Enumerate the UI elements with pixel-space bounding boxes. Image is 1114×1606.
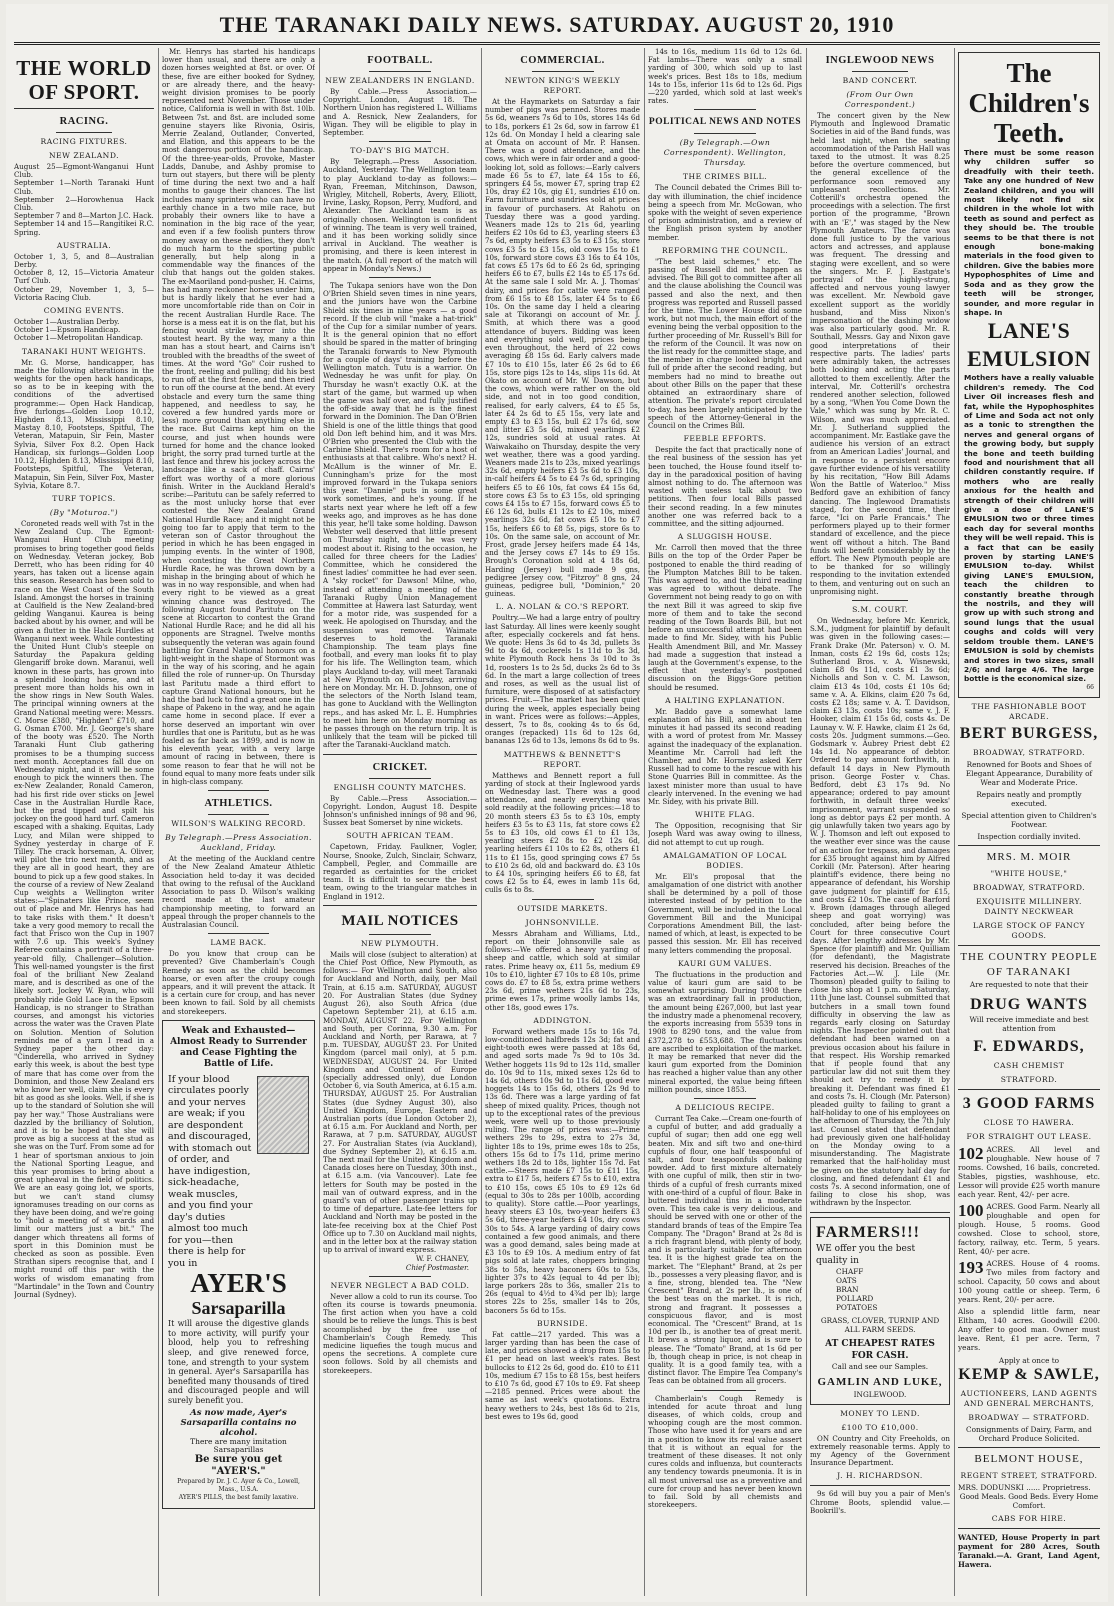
kemp-sub: AUCTIONEERS, LAND AGENTS AND GENERAL MERCHANTS, (960, 1388, 1098, 1408)
farmers-intro: WE offer you the best quality in (816, 1243, 916, 1266)
nolan-head: L. A. NOLAN & CO.'S REPORT. (495, 602, 630, 612)
moir-text: EXQUISITE MILLINERY. DAINTY NECKWEAR (976, 896, 1082, 916)
nz-fixture: September 1—North Taranaki Hunt Club. (14, 178, 154, 196)
fixtures-head: RACING FIXTURES. (40, 137, 128, 146)
athletics-text: At the meeting of the Auckland centre of the New Zealand Amateur Athletic Association held to-day it was decided that owing to the refusal of the Auckland Association to pass D. Wilson's walking record made at the last amateur championship meeting, to forward an appeal through the proper channels to the Australasian Council. (162, 854, 315, 929)
coming-event: October 1—Australian Derby. (14, 317, 120, 327)
burgess-repairs: Repairs neatly and promptly executed. (976, 789, 1082, 808)
kauri-text: The fluctuations in the production and value of kauri gum are said to be somewhat surprising. During 1908 there was an extraordinary fall in production, the amount being £267,000, but last year the industry made a phenomenal recovery, the exports increasing from 5539 tons in 1908 to 8290 tons, and the value from £372,278 to £553,688. The fluctuations are ascribed to exploitation of the market. It may be remarked that never did the kauri gum exported from the Dominion has reached a higher value than any other mineral exported, the value being fifteen million pounds, since 1853. (648, 969, 802, 1094)
sport-headline: THE WORLD OF SPORT. (16, 56, 152, 104)
column-football (323, 48, 477, 1596)
ayers-pills: AYER'S PILLS, the best family laxative. (178, 1494, 299, 1502)
farm-listing (958, 1202, 1100, 1256)
commercial-head: COMMERCIAL. (520, 55, 605, 66)
good-farms-sub: CLOSE TO HAWERA. (983, 1117, 1075, 1127)
column-sport-cont (162, 48, 315, 1596)
newton-king-text: At the Haymarkets on Saturday a fair number of pigs was penned. Stores made 5s 6d, weaners 7s 6d to 10s, stores 14s 6d to 18s, porkers £1 2s 6d, sow in farrow £1 12s 6d. On Monday I held a clearing sale at Omata on account of Mr. P. Hansen. There was a good attendance, and the cows, which were in fair order and a good-looking lot, sold as follows:—Early calvers made £6 5s to £7, late £4 15s to £6, springers £4 5s, mower £7, spring trap £2 10s, dray £2 10s, gig £1, sundries £10 on. Farm furniture and sundries sold at prices in favour of purchasers. At Rahotu on Tuesday there was a good yarding. Weaners made 12s to 21s 6d, yearling heifers £2 10s 6d to £3, yearling steers £3 7s 6d, empty heifers £3 5s to £3 15s, store cows £3 5s to £3 15s, old cows 15s to £1 10s, forward store cows £3 16s to £4 10s, fat cows £5 17s 6d to £6 2s 6d, springing heifers £6 to £7, bulls £2 14s to £5 17s 6d. At the same sale I sold Mr. A. J. Thomas' dairy, and prices for cattle were ranged from £6 15s to £8 15s, later £4 5s to £6 10s. On the same day I held a clearing sale at Tikorangi on account of Mr. J. Smith, at which there was a good attendance of buyers. Bidding was keen and everything sold well, prices being even throughout, the herd of 22 cows averaging £8 15s 6d. Early calvers made £7 10s to £10 15s, later £6 2s 6d to £6 15s, store pigs 12s to 14s, slips 11s 6d. At Okato on account of Mr. W. Dawson, but the cows, which were rather on the old side, and not in too good condition, realised, for early calvers, £4 to £5 5s, later £4 2s 6d to £5 15s, very late and empty £3 to £3 15s, bull £2 17s 6d, sow and litter £3 5s 6d, mixed yearlings £2 12s, sundries sold at usual rates. At Waiwakaiho on Thursday, despite the very wet weather, there was a good yarding. Weaners made 21s to 23s, mixed yearlings 32s 6d, empty heifers £3 5s 6d to £3 10s, in-calf heifers £4 5s to £4 7s 6d, springing heifers £5 to £6 10s, fat cows £4 15s 6d, store cows £3 5s to £3 15s, old springing cows £4 15s to £7 15s, forward cows £5 to £6 12s 6d, bulls £1 12s to £2 10s, mixed yearlings 32s 6d, fat cows £5 10s to £7 15s, heifers £6 to £8 5s, pigs, store 6s to 10s. On the same sale, on account of Mr. Frost, grade Jersey heifers made £4 14s, and the Jersey cows £7 14s to £9 15s. Brough's Coronation sold at 4 18s 6d, Harding (Jersey) bull made 9 gns, pedigree Jersey cow, "Fitzroy" 8 gns, 24 guineas, pedigree bull, "Dominion," 20 guineas. (485, 97, 640, 599)
white-flag-head: WHITE FLAG. (695, 810, 755, 820)
sluggish-head: A SLUGGISH HOUSE. (677, 532, 773, 542)
nz-fixture: September 2—Horowhenua Hack Club. (14, 194, 154, 213)
ayers-head: Weak and Exhausted—Almost Ready to Surrender and Cease Fighting the Battle of Life. (170, 1025, 307, 1069)
farmers-firm: GAMLIN AND LUKE, (817, 1375, 943, 1388)
drug-wants: DRUG WANTS (970, 995, 1088, 1013)
mail-notices-text: Mails will close (subject to alteration) at the Chief Post Office, New Plymouth, as follows:— For Wellington and South, also for Auckland and North, daily, per Mail Train, at 6.15 a.m. SATURDAY, AUGUST 20. For Australian States (due Sydney August 26), also South Africa (due Capetown September 21), at 6.15 a.m. MONDAY, AUGUST 22. For Wellington and South, per Corinna, 9.30 a.m. For Auckland and North, per Rarawa, at 7 p.m. TUESDAY, AUGUST 23. For United Kingdom (parcel mail only), at 5 p.m. WEDNESDAY, AUGUST 24. For United Kingdom and Continent of Europe (specially addressed only), due London October 6, via South America, at 6.15 a.m. THURSDAY, AUGUST 25. For Australian States (due Sydney August 30), also United Kingdom, Europe, Eastern and Australian ports (due London October 2), at 6.15 a.m. For Auckland and North, per Rarawa, at 7 p.m. SATURDAY, AUGUST 27. For Australian States (via Auckland), due Sydney September 2), at 6.15 a.m. The next mail for the United Kingdom and Canada closes here on Tuesday, 30th inst., at 6.15 a.m. (via Vancouver). Late fee letters for South may be posted in the mail van of outward express, and in the guard's van of other passenger trains up to time of departure. Late-fee letters for Auckland and North may be posted in the late-fee receiving box at the Chief Post Office up to 7.30 on Auckland mail nights, and in the letter box at the railway station up to arrival of inward express. (323, 949, 477, 1255)
moir-address: BROADWAY, STRATFORD. (972, 882, 1086, 892)
newton-king-head: NEWTON KING'S WEEKLY REPORT. (504, 76, 621, 95)
boot-arcade-head: THE FASHIONABLE BOOT ARCADE. (971, 701, 1087, 721)
outside-markets-head: OUTSIDE MARKETS. (517, 903, 608, 913)
farm-listing (958, 1259, 1100, 1304)
sa-team-text: Capetown, Friday. Faulkner, Vogler, Nourse, Snooke, Zulch, Sinclair, Schwarz, Campbell, Pegler, and Commaille are regarded as certainties for the cricket team. It is difficult to secure the best team, owing to the triangular matches in England in 1912. (323, 842, 477, 901)
edwards-sub: CASH CHEMIST (993, 1060, 1065, 1070)
money-agent: J. H. RICHARDSON. (837, 1471, 923, 1481)
handicap-text: Mr. Henrys has started his handicaps lower than usual, and there are only a dozen horses weighted at 8st. or over. Of these, five are either booked for Sydney, or are already there, and the heavy-weight division promises to be poorly represented next November. Those under notice, California is well in with 8st. 10lb. Between 7st. and 8st. are included some genuine stayers like Rivonia, Osiris, Merrie Zealand, Outlander, Converted, and Elation, and this appears to be the most dangerous portion of the handicap. Of the three-year-olds, Provoke, Master Ladds, Danube, and Ashby promise to turn out stayers, but there will be plenty of time during the next two and a half months to gauge their chances. The list includes many sprinters who can have no earthly chance in a two mile race, but probably their owners like to have a nomination in the big race of the year, and even if a few foolish punters throw money away on these neddies, they don't do much harm to the sporting public generally, but help along in a commendable way the finances of the club that hangs out the golden stakes. The ex-Maoriland pond-pusher, H. Cairns, has had many reckoner horses under him, but is hardly likely that he ever had a more uncomfortable ride than on Coir in the recent Australian Hurdle Race. The horse is a mess eat it is on the flat, but his fencing would strike terror into the stoutest heart. By the way, many a thin man has a stout heart, and Cairns isn't troubled with the breadths of the sweet of times. At the word "Go" Coir rushed to the front, reeling and pulling; did his best to run off at the first fence, and then tried to run off the course at the bend. At every obstacle and every turn the same thing happened, and needless to say, he covered a few hundred yards more or less) more ground than anything else in the race. But Cairns kept him on the course, and just when hounds were turned for home and the chance looked bright, the sorry prad turned turtle at the last fence and threw his jockey across the landscape like a sack of chaff. Cairns' effort was worthy of a more glorious finish. Writer in the Auckland Herald's scribe:—Paritutu can be safely referred to as the most unlucky horse that ever contested the New Zealand Grand National Hurdle Race; and it might not be going too far to apply that term to the veteran son of Castor throughout the period in which he has been engaged in jumping events. In the winter of 1908, when contesting the Great Northern Hurdle Race, he was thrown down by a mishap in the bringing about of which he was in no way responsible, and when had every right to be viewed as a great winning chance was destroyed. The following August found Paritutu on the scene at Riccarton to contest the Grand National Hurdle Race; and he did all his opponents are Stragnel. Twelve months subsequently the veteran was again found battling for Grand National honours on a light-weight in the shape of Stormont was in the way of his scoring, and he again filled the role of runner-up. On Thursday last Paritutu made a third effort to capture Grand National honours, but he had the bad luck to find a great one in the shape of Pakeno in the way, and he again came home in second place. If ever a horse deserved an important win over hurdles that one is Paritutu, but as he was foaled as far back as 1899, and is now in his eleventh year, with a very large amount of racing in between, there is some reason to fear that he will not be found equal to many more feats under silk in high-class company. (162, 48, 315, 787)
woman-illustration-icon (257, 1076, 309, 1154)
farmers-item: POTATOES (836, 1302, 878, 1312)
belmont-address: REGENT STREET, STRATFORD. (960, 1470, 1098, 1480)
football-notes-text: The Tukapa seniors have won the Don O'Brien Shield seven times in nine years, and the juniors have won the Carbine Shield six times in nine years — a good record. If the club will "make a hat-trick" of the Cup for a similar number of years. It is the general opinion that no effort should be spared in the matter of bringing the Taranaki forwards to New Plymouth for a couple of days' training before the Wellington match. Tutu is a warrior. On Wednesday he was unfit for play. On Thursday he wasn't exactly O.K. at the start of the game, but warmed up when the game was half over, and fully justified the off-side away that he is the finest forward in the Dominion. The Dan O'Brien Shield is one of the little things that good old Don left behind him, and it was Mrs. O'Brien who presented the Club with the Carbine Shield. There's room for a host of enthusiasts at that calibre. Who's next? H. McAllum is the winner of Mr. E. Cunningham's prize for the most improved forward in the Tukapa seniors this year. "Dannie" puts in some great work sometimes, and he's young. If he starts next year where he left off a few weeks ago, and improves as he has done this year, he'll take some holding. Dawson Webster well deserved that little present on Thursday night, and he was very modest about it. Rising to the occasion, he called for three cheers for the Ladies' Committee, which he considered the finest ladies' committee he had ever seen. A "sky rocket" for Dawson! Milne, who, instead of attending a meeting of the Taranaki Rugby Union Management Committee at Hawera last Saturday, went for a motor ride, was suspended for a week. He apologised on Thursday, and the suspension was removed. Waimate deserves to hold the Taranaki Championship. The team plays fine football, and every man looks fit to play for his life. The Wellington team, which plays Auckland to-day, will meet Taranaki at New Plymouth on Thursday, arriving here on Monday. Mr. H. D. Johnson, one of the selectors of the North Island team, has gone to Auckland with the Wellington reps., and has asked Mr. L. E. Humphries to meet him here on Monday morning as he passes through on the return trip. It is unlikely that the team will be picked till after the Taranaki-Auckland match. (323, 281, 477, 750)
topics-byline: (By "Moturoa.") (49, 507, 119, 517)
matthews-head: MATTHEWS & BENNETT'S REPORT. (503, 749, 622, 769)
big-match-head: TO-DAY'S BIG MATCH. (350, 146, 450, 156)
belmont-cabs: CABS FOR HIRE. (991, 1513, 1067, 1523)
mail-new-plymouth-head: NEW PLYMOUTH. (360, 938, 440, 948)
farm-text: ACRES. All level and ploughable. New house of 7 rooms. Cowshed, 16 bails, concreted. Stables, pigsties, washhouse, etc. Lessor will provide £25 worth manure each year. Rent, 42/- per acre. (958, 1144, 1100, 1199)
crimes-head: THE CRIMES BILL. (682, 172, 768, 182)
crimes-text: The Council debated the Crimes Bill to-day with illumination, the chief incidence being a speech from Mr. McGowan, who spoke with the weight of seven experience of prison administration, and a review of the English prison system by another member. (648, 183, 802, 242)
moir-stock: LARGE STOCK OF FANCY GOODS. (972, 920, 1086, 940)
kemp-sawle: KEMP & SAWLE, (958, 1365, 1100, 1383)
ayers-imitation: There are many imitation Sarsaparillas (190, 1436, 287, 1454)
farmers-town: INGLEWOOD. (853, 1389, 907, 1399)
aus-fixture: October 29, November 1, 3, 5—Victoria Racing Club. (14, 284, 154, 302)
belmont-text: Good Meals. Good Beds. Every Home Comfort. (959, 1491, 1099, 1510)
addington-head: ADDINGTON. (533, 1015, 592, 1025)
postmaster-name: W. F. CHANEY, (415, 1254, 469, 1264)
masthead-rule (14, 42, 1100, 45)
johnsonville-text: Messrs Abraham and Williams, Ltd., report on their Johnsonville sale as follows:—We offered a heavy yarding of sheep and cattle, which sold at similar rates. Prime heavy ox, £11 5s, medium £9 10s to £10, lighter £7 10s to £8 10s, prime cows do. £7 to £8 5s, extra prime wethers 23s 6d, prime wethers 21s 6d to 23s, prime ewes 17s, prime woolly lambs 14s, other 18s, good ewes 17s. (485, 928, 640, 1012)
chamberlain-text: Chamberlain's Cough Remedy is intended for acute throat and lung diseases, of which colds, croup and whooping cough are the most common. Those who have used it for years and are in a position to know its real value assert that it is without an equal for the treatment of these diseases. It not only cures colds and influenza, but counteracts any tendency towards pneumonia. It is in all most universal use as a preventive and cure for croup and has never been known to fail. Sold by all chemists and storekeepers. (648, 1393, 802, 1510)
farm-also: Also a splendid little farm, near Eltham, 140 acres. Goodwill £200. Any offer to good man. Owner must leave. Rent, £1 per acre. Term, 7 years. (958, 1306, 1100, 1352)
childrens-teeth-title: The Children's Teeth. (968, 58, 1090, 148)
feeble-head: FEEBLE EFFORTS. (683, 434, 767, 444)
nz-fixture: September 7 and 8—Marton J.C. Hack. (14, 211, 154, 221)
nz-fixture: September 14 and 15—Rangitikei R.C. Spring. (14, 219, 154, 237)
burgess-address: BROADWAY, STRATFORD. (972, 747, 1086, 757)
recipe-text: Currant Tea Cake.—Cream one-fourth of a cupful of butter, and add gradually a cupful of sugar; then add one egg well beaten. Mix and sift two and one-third cupfuls of flour, one half teaspoonful of salt, and four teaspoonfuls of baking powder. Add to first mixture alternately with one cupful of milk, then stir in two-thirds of a cupful of fresh currants mixed with one-third of a cupful of flour. Bake in buttered individual tins in a moderate oven. This tea cake is very delicious, and should be served with one or other of the standard brands of teas of the Empire Tea Company. The "Dragon" Brand at 2s 8d is a rich fragrant blend, with plenty of body, and is particularly suitable for afternoon tea. It is the highest grade tea on the market. The "Elephant" Brand, at 2s per lb., possesses a very pleasing flavor, and is a fine, strong, blended tea. The "New Crescent" Brand, at 2s per lb., is one of the best teas on the market. It is rich, strong and fragrant. It possesses a conspicuous flavor, and is most economical. The "Crescent" Brand, at 1s 10d per lb., is another tea of great merit. It brews a strong liquor, and is sure to please. The "Tomato" Brand, at 1s 6d per lb, though cheap in price, is not cheap in quality. It is a good family tea, with a distinct flavor. The Empire Tea Company's Teas can be obtained from all grocers. (648, 1113, 802, 1386)
lame-back-head: LAME BACK. (210, 938, 267, 948)
good-farms-head: 3 GOOD FARMS (962, 1094, 1096, 1112)
cricket-head: CRICKET. (372, 761, 428, 773)
band-concert-head: BAND CONCERT. (842, 76, 918, 85)
burnside-cont-text: 14s to 16s, medium 11s 6d to 12s 6d. Fat lambs—There was only a small yarding of 300, which sold up to last week's prices. Best 18s to 18s, medium 14s to 15s, inferior 11s 6d to 12s 6d. Pigs—220 yarded, which sold at last week's rates. (648, 48, 802, 106)
ayers-title: AYER'S (190, 1268, 287, 1299)
money-amount: £100 TO £10,000. (841, 1422, 919, 1432)
farmers-item: POLLARD (836, 1293, 874, 1303)
addington-text: Forward wethers made 15s to 16s 7d, low-conditioned halfbreds 12s 3d; fat and eight-tooth ewes were passed at 18s 6d, and aged sorts made 7s 9d to 10s 3d. Wether hoggets 11s 9d to 12s 11d, smaller do. 10s 9d to 11s, mixed sexes 12s 6d to 14s 6d, others 10s 9d to 11s 6d, good ewe hoggets 14s to 15s 6d, others 12s 9d to 13s 6d. There was a large yarding of fat sheep of mixed quality. Prices, though not up to the exceptional rates of the previous week, were well up to those previously ruling. The range of prices was:—Prime wethers 29s to 29s, extra to 27s 3d, lighter 18s to 19s, prime ewes 18s to 25s, others 15s 6d to 17s 11d, prime merino wethers 18s 2d to 18s, lighter 15s 7d. Fat cattle.—Steers made £7 15s to £11 15s, extra to £17 5s, heifers £7 5s to £10, extra to £10 15s, cows £5 10s to £9 12s 6d (equal to 30s to 28s per 100lb, according to quality). Store cattle.—Poor yearlings, heavy steers £3 10s, two-year heifers £3 5s 6d, three-year heifers £4 10s, dry cows 30s to 54s. A large yarding of dairy cows contained a few good animals, and there was a good demand, sales being made at £3 10s to £9 10s. A medium entry of fat pigs sold at late rates, choppers bringing 38s to 58s, heavy baconers 60s to 53s, lighter 37s to 42s (equal to 4d per lb); large porkers 28s to 36s, smaller 21s to 26s (equal to 4½d to 4¾d per lb); large stores 22s to 25s, smaller 14s to 20s, baconers 5s 6d to 15s. (485, 1026, 640, 1315)
amalgamation-head: AMALGAMATION OF LOCAL BODIES. (663, 850, 787, 870)
farmers-item: BRAN (836, 1284, 859, 1294)
childrens-teeth-text: There must be some reason why children suffer so dreadfully with their teeth. Take any one hundred of New Zealand children, and you will most likely not find six children in the whole lot with teeth as sound and perfect as they should be. The trouble seems to be that there is not enough bone-making materials in the food given to children. Give the babies more Hypophosphites of Lime and Soda and as they grow the teeth will be stronger, sounder, and more regular in shape. In (964, 148, 1094, 317)
sm-court-head: S.M. COURT. (852, 604, 908, 614)
reform-text: "The best laid schemes," etc. The passing of Russell did not happen as advised. The Bill got to committee after all and the clause abolishing the Council was passed and also the next, and then progress was reported and Russell passed for the time. The Lower House did some work, but not much, the main effort of the evening being the verbal opposition to the further proceeding of Mr. Russell's Bill for the reform of the Council. It was now on the list ready for the committee stage, and the member in charge looked bright and full of pride after the second reading, but members had no mind to breathe out about other Bills on the paper that these obtained an extraordinary share of attention. The private's report circulated to-day, has been largely anticipated by the speech of the Attorney-General in the Council on the Crimes Bill. (648, 256, 802, 430)
recipe-head: A DELICIOUS RECIPE. (675, 1102, 775, 1112)
reform-head: REFORMING THE COUNCIL. (661, 245, 789, 255)
ayers-body: If your blood circulates poorly and your nerves are weak; if you are despondent and discouraged, with stomach out of order, and have indigestion, sick-headache, weak muscles, and you find your day's duties almost too much for you—then there is help for you in (168, 1073, 253, 1269)
nz-in-england-text: By Cable.—Press Association.—Copyright. London, August 18. The Northern Union has registered L. Williams and A. Resnick, New Zealanders, for Wigan. They will be eligible to play in September. (323, 87, 477, 138)
farm-acres: 100 (958, 1201, 984, 1220)
farmers-item: OATS (836, 1275, 857, 1285)
burnside-head: BURNSIDE. (536, 1318, 589, 1328)
ayers-advert (162, 1020, 315, 1509)
farmers-item: CHAFF (836, 1266, 864, 1276)
sm-court-text: On Wednesday, before Mr. Kenrick, S.M., judgment for plaintiff by default was given in the following cases:—Frank Drake (Mr. Paterson) v. O. M. Inman, costs £2 19s 6d, costs 12s; Sutherland Bros. v. A. Wisnewski, claim £8 0s 11d, costs £1 3s 6d; Nicholls and Son v. C. M. Lawson, claim £13 4s 10d, costs £1 10s 6d; same v. A. A. Elkins, claim £20 7s 6d, costs £2 18s; same v. A. T. Davidson, claim £3 13s, costs 10s; same v. J. F. Hooker, claim £1 15s 6d, costs 4s. De Launay v. W. F. Hawke, claim £1 2s 6d, costs 20s. Judgment summons.—Geo. Godsmark v. Aubrey Priest debt £2 14s 1d. No appearance of debtor. Ordered to pay amount forthwith, in default 14 days in New Plymouth prison. George Foster v. Chas. Bedford, debt £3 17s 9d. No appearance; ordered to pay amount forthwith, in default three weeks' imprisonment, warrant suspended so long as debtor pays £2 per month. A gig unlawfully taken two years ago by W. J. Thomson and left out exposed to the weather ever since was the cause of an action for trespass, and damages for £35 brought against him by Alfred Corkill (Mr. Paterson). After hearing plaintiff's evidence, there being no appearance of defendant, his Worship gave judgment for plaintiff for £15, and costs £2 10s. The case of Barford v. Brown (damages through alleged sheep and goat worrying) was concluded, after being before the Court for three consecutive Court days. After lengthy addresses by Mr. Spence (for plaintiff) and Mr. Quilliam (for defendant), the Magistrate reserved his decision. Breaches of the Factories Act.—W. J. Lile (Mr. Thomson) pleaded guilty to failing to close his shop at 1 p.m. on Saturday, 11th June last. Counsel submitted that butchers in a small town found difficulty in observing the law as regards early closing on Saturday nights. The Inspector pointed out that defendant had been warned on a previous occasion about his failure in that respect. His Worship remarked that if people found that any particular law did not suit them they should act try to remedy it by breaking it. Defendant was fined £1 and costs 7s. H. Clough (Mr. Paterson) pleaded guilty to failing to grant a half-holiday to one of his employees on the afternoon of Thursday, the 7th July last. Counsel stated that defendant had previously given one half-holiday on the Monday owing to a misunderstanding. The Magistrate remarked that the half-holiday must be given on the statutory half day for closing, and fined defendant £1 and costs 7s. A second information, one of failing to close his shop, was withdrawn by the Inspector. (810, 615, 950, 1208)
newspaper-page (6, 4, 1108, 1602)
walking-head: WILSON'S WALKING RECORD. (171, 819, 306, 829)
boots-text: 9s 6d will buy you a pair of Men's Chrome Boots, splendid value.—Bookrill's. (810, 1489, 950, 1515)
farmers-call: Call and see our Samples. (831, 1361, 929, 1371)
aus-fixture: October 1, 3, 5, and 8—Australian Derby. (14, 251, 154, 270)
halting-text: Mr. Baddo gave a somewhat lame explanation of his Bill, and in about ten minutes it had passed its second reading with a word of protest from Mr. Massey against the inadequacy of the explanation. Meantime Mr. Carroll had left the Chamber, and Mr. Hornsby asked Kerr Russell had to come to the rescue with his Stone Quarries Bill in committee. As the laxest minister more than usual to have clearly intervened. In the evening we had Mr. Sidey, with his private Bill. (648, 706, 802, 807)
football-head: FOOTBALL. (367, 55, 433, 66)
farmers-cash: AT CHEAPEST RATES FOR CASH. (825, 1338, 935, 1361)
band-concert-text: The concert given by the New Plymouth and Inglewood Dramatic Societies in aid of the Band funds, was held last night, when the seating accommodation of the Parish Hall was taxed to the utmost. It was 8.25 before the overture commenced, but the general excellence of the performance soon removed any unpleasant recollections. Mr. Cotterill's orchestra opened the proceedings with a selection. The first portion of the programme, "Brown with an 'E'," was staged by the New Plymouth Amateurs. The farce was done full justice to by the various actors and actresses, and applause was frequent. The dressing and staging were excellent, and so were the singers. Mr. F. J. Eastgate's portrayal of the highly-strung, affected and nervous young lawyer was excellent. Mr. Newbold gave excellent support as the worldly husband, and Miss Nixon's impersonation of the dashing widow was also particularly good. Mr. R. Southall, Messrs. Gay and Nixon gave good interpretations of their respective parts. The ladies' parts were admirably taken, the actresses both looking and acting the parts allotted to them excellently. After the interval, Mr. Cotterill's orchestra rendered another selection, followed by a song, "When You Come Down the Vale," which was sung by Mr. R. C. Wilson, and was much appreciated. Mr. J. Sutherland supplied the accompaniment. Mr. Eastlake gave the audience his version of an extract from an American Ladies' Journal, and in response to a persistent encore gave further evidence of his versatility by his recitation, "How Bill Adams Won the Battle of Waterloo." Miss Bedford gave an exhibition of fancy dancing. The Inglewood Dramatists staged, for the second time, their farce, "Ici on Parle Francais." The performers played up to their former standard of excellence, and the piece went off without a hitch. The Band funds will benefit considerably by the effort. The New Plymouth people are to be thanked for so willingly responding to the invitation extended to them, and venturing out on such an unpromising night. (810, 111, 950, 596)
political-head: POLITICAL NEWS AND NOTES (648, 117, 802, 128)
moir-house: "WHITE HOUSE," (990, 868, 1068, 878)
country-people: THE COUNTRY PEOPLE OF TARANAKI (960, 950, 1098, 978)
nz-fixture: August 25—Egmont-Wanganui Hunt Club. (14, 162, 154, 180)
column-sport (14, 48, 154, 1596)
burgess-special: Special attention given to Children's Footwear. (961, 810, 1097, 829)
lanes-emulsion-title: LANE'S EMULSION (967, 318, 1091, 372)
farmers-advert (810, 1217, 950, 1405)
johnsonville-head: JOHNSONVILLE. (525, 917, 600, 927)
athletics-head: ATHLETICS. (204, 798, 273, 810)
coming-event: October 1—Metropolitan Handicap. (14, 333, 143, 343)
big-match-text: By Telegraph.—Press Association. Auckland, Yesterday. The Wellington team to play Auckland to-day as follows:— Ryan, Freeman, Mitchinson, Dawson, Wrigley, Mitchell, Roberts, Avery, Elliott, Irvine, Lasky, Ropson, Perry, Mudford, and Alexander. The Auckland team is as originally chosen. Wellington is confident of winning. The team is very well trained, and it has been working solidly since arrival in Auckland. The weather is promising, and there is keen interest in the match. (A full report of the match will appear in Monday's News.) (323, 157, 477, 273)
farm-text: ACRES. House of 4 rooms. Two miles from factory and school. Capacity, 50 cows and about 100 young cattle or sheep. Term, 6 years. Rent, 20/- per acre. (958, 1258, 1100, 1304)
bert-burgess: BERT BURGESS, (959, 724, 1099, 742)
county-matches-head: ENGLISH COUNTY MATCHES. (333, 782, 467, 792)
aus-fixture: October 8, 12, 15—Victoria Amateur Turf Club. (14, 268, 154, 286)
matthews-text: Matthews and Bennett report a full yarding of stock at their Inglewood yards on Wednesday last. There was a good attendance, and nearly everything was sold readily at the following prices:—18 to 20 month steers £3 5s to £3 10s, empty heifers £3 5s to £3 11s, fat store cows £2 5s to £3 10s, old cows £1 to £1 13s, yearling steers £2 8s to £2 12s 6d, yearling heifers £1 10s to £2 8s, others £1 11s to £1 15s, good springing cows £7 5s to £10 2s 6d, old and backward do. £3 10s to £4 10s, springing heifers £6 to £8, fat cows £2 5s to £4, ewes in lamb 11s 6d, culls 6s to 8s. (485, 770, 640, 895)
feeble-text: Despite the fact that practically none of the real business of the session has yet been touched, the House found itself to-day in the paradoxical position of having almost nothing to do. The afternoon was wasted with useless talk about two petitions. Then four local Bills passed their second reading. In a few minutes another one was referred back to a committee, and the sitting adjourned. (648, 445, 802, 528)
aus-head: AUSTRALIA. (56, 240, 112, 250)
weights-text: Mr. G. Morse, handicapper, has made the following alterations in the weights for the open hack handicaps, so as to be in keeping with the conditions of the advertised programme:— Open Hack Handicap, five furlongs—Golden Loop 10.12, Highden 8.13, Mississippi 8.10, Mastay 8.10, Footsteps, Spitful, The Veteran, Matapuin, Sir Fein, Master Sylvia, Silver Fox 8.2. Open Hack Handicap, six furlongs—Golden Loop 10.12, Highden 8.13, Mississippi 8.10, Footsteps, Spitful, The Veteran, Matapuin, Sin Fein, Silver Fox, Master Sylvia, Kotare 8.7. (14, 357, 154, 490)
burgess-text: Renowned for Boots and Shoes of Elegant Appearance, Durability of Wear and Moderate Price. (965, 759, 1093, 787)
money-text: ON Country and City Freeholds, on extremely reasonable terms. Apply to my Agency of the Government Insurance Department. (810, 1433, 950, 1468)
farmers-head: FARMERS!!! (816, 1223, 920, 1241)
column-adverts (958, 48, 1100, 1596)
lanes-emulsion-text: Mothers have a really valuable children's remedy. The Cod Liver Oil increases flesh and fat, while the Hypophosphites of Lime and Soda act not only as a tonic to strengthen the nerves and general organs of the growing body, but supply the bone and teeth building food and nourishment that all children constantly require. If mothers who are really anxious for the health and strength of their children will give a dose of LANE'S EMULSION two or three times each day for several months they will be well repaid. This is a fact that can be easily proven by starting LANE'S EMULSION to-day. Whilst giving LANE'S EMULSION, teach the children to constantly breathe through the nostrils, and they will grow up with such strong and sound lungs that the usual coughs and colds will very seldom trouble them. LANE'S EMULSION is sold by chemists and stores in two sizes, small 2/6; and large 4/6. The large bottle is the economical size. (964, 373, 1094, 684)
lame-back-text: Do you know that croup can be prevented? Give Chamberlain's Cough Remedy as soon as the child becomes hoarse, or even after the croupy cough appears, and it will prevent the attack. It is a certain cure for croup, and has never been known to fail. Sold by all chemists and storekeepers. (162, 949, 315, 1016)
mrs-moir: MRS. M. MOIR (986, 850, 1072, 863)
topics-text: Coroneted reads well with 7st in the New Zealand Cup. The Egmont-Wanganui Hunt Club meeting promises to bring together good fields on Wednesday. Veteran jockey, Bob Derrett, who has been riding for 40 years, has taken out a license again this season. Research has been sold to race on the West Coast of the South Island. Amongst the horses in training at Caulfield is the New Zealand-bred gelding Wanganui. Kaurea is being backed about by his owner, and will be given a flutter in the Hack Hurdles at Wanganui next week. While contesting the United Hunt Club's steeple on Saturday the Papakura gelding Glengariff broke down. Maranui, well known in these parts, has grown into a splendid looking horse, and at present more than holds his own in the show rings in New South Wales. The principal winning owners at the Grand National meeting were: Messrs. C. Morse £380, "Highden" £710, and G. Osman £700. Mr. J. George's share of the booty was £520. The North Taranaki Hunt Club gathering promises to be a thumping success next month. Acceptances fall due on Wednesday night, and it will be some enough to pick the winners then. The ex-New Zealander, Ronald Cameron, had his first ride over sticks on Jewel Case in the Australian Hurdle Race, but the prad tipped and spilt his jockey on the good hard turf. Cameron escaped with a shaking. Equitas, Lady Lucy, and Milan were shipped to Sydney yesterday in charge of F. Tilley. The crack horseman, A. Oliver, will pilot the trio next month, and as they are all in good heart, they are bound to pick up a few good stakes. In the course of a review of New Zealand Cup weights a Wellington writer states:—"Spinaters like Prince, seem out of place and Mr. Henrys has had to take risks with them." It doesn't take a very good memory to recall the fact that Frisco won the Cup in 1907 with 7.6 up. This week's Sydney Referee contains a portrait of a three-year-old filly, Challenger—Solution. This well-named youngster is the first foal of the brilliant New Zealand mare, and is described as one of the likely sort. Jockey W. Ryan, who will probably ride Gold Lace in the Epsom Handicap, is no stranger to Strathan courses, and amongst his victories across the water was the Craven Plate on Solution. Mention of Solution reminds me of a yarn I read in a Sydney paper the other day: "Cinderella, who arrived in Sydney early this week, is about the best type of mare that has come over from the Dominion, and those New Zealand ers who know her well, claim she is every bit as good as she looks. Well, if she is up to the standard of Solution she will pay her way." Those Australians were dazzled by the brilliancy of Solution, and it is to be hoped that she will prove as big a success at the stud as she was on the Turf. From some ad for 1 hear of sportsman anxious to join the National Sporting League, and this year promises to bring about a great upheaval in the field of politics. We are an easy going lot, we sports, but we can't stand clumsy ignoramuses treading on our corns as they have been doing, and we're going to "hold a meeting of st wards and limit our matters just a bit." The danger which threatens all forms of sport in this Dominion must be checked as soon as possible. Even Strathan sipers recognise that, and I might round off this par with the works of wisdom emanating from "Martindale" in the Town and Country Journal (Sydney). (14, 518, 154, 1299)
column-political (648, 48, 802, 1596)
lanes-emulsion-number: 66 (1086, 683, 1094, 691)
ayers-sure: Be sure you get "AYER'S." (194, 1453, 283, 1477)
good-farms-lease: FOR STRAIGHT OUT LEASE. (966, 1131, 1092, 1141)
money-head: MONEY TO LEND. (840, 1408, 920, 1418)
topics-head: TURF TOPICS. (52, 493, 116, 503)
weights-head: TARANAKI HUNT WEIGHTS. (21, 346, 147, 356)
f-edwards: F. EDWARDS, (973, 1037, 1085, 1055)
ayers-subtitle: Sarsaparilla (191, 1298, 286, 1319)
column-inglewood (810, 48, 950, 1596)
band-byline: (From Our Own Correspondent.) (844, 90, 916, 109)
masthead: THE TARANAKI DAILY NEWS. SATURDAY. AUGUST 20, 1910 (219, 12, 895, 37)
column-commercial (485, 48, 640, 1596)
inglewood-head: INGLEWOOD NEWS (825, 55, 935, 66)
nz-in-england-head: NEW ZEALANDERS IN ENGLAND. (325, 76, 475, 85)
coming-head: COMING EVENTS. (43, 306, 125, 316)
country-text: Are requested to note that their (969, 979, 1089, 989)
farm-listing (958, 1145, 1100, 1199)
county-matches-text: By Cable.—Press Association.—Copyright. London, August 18. Despite Johnson's unfinished innings of 98 and 96, Sussex beat Somerset by nine wickets. (323, 793, 477, 828)
belmont-proprietress: MRS. DODUNSKI ...... Proprietress. (958, 1482, 1091, 1492)
sluggish-text: Mr. Carroll then moved that the three Bills on the top of the Order Paper be postponed to enable the third reading of the Plumpton Matches Bill to be taken. This was agreed to, and the third reading was agreed to without debate. The Government not being ready to go on with the next Bill it was agreed to skip five more of them and to take the second reading of the Town Boards Bill, but not before an unsuccessful attempt had been made to find Mr. Sidey, with his Public Health Amendment Bill, and Mr. Massey had made a suggestion that instead a laugh at the Government's expense, to the effect that yesterday's postponed discussion on the Biggs-Gore petition should be resumed. (648, 543, 802, 692)
athletics-byline: By Telegraph.—Press Association. Auckland, Friday. (165, 833, 312, 853)
belmont-house: BELMONT HOUSE, (974, 1452, 1084, 1465)
apply-text: Apply at once to (998, 1355, 1060, 1365)
bad-cold-head: NEVER NEGLECT A BAD COLD. (330, 1280, 470, 1290)
lanes-emulsion-advert (958, 52, 1100, 698)
racing-head: RACING. (59, 116, 109, 127)
mail-notices-head: MAIL NOTICES (341, 912, 459, 929)
white-flag-text: The Opposition, recognising that Sir Joseph Ward was away owing to illness, did not attempt to cut up rough. (648, 821, 802, 847)
postmaster-title: Chief Postmaster. (405, 1262, 469, 1272)
burnside-text: Fat cattle—217 yarded. This was a larger yarding than has been the case of late, and prices showed a drop from 15s to £1 per head on last week's rates. Best bullocks to £12 2s 6d, good do. £10 to £11 10s, medium £7 15s to £8 15s, best heifers to £10 7s 6d, good £7 10s to £9. Fat sheep—2185 penned. Prices were about the same as last week's quotations. Extra heavy wethers to 24s, best 18s 6d to 21s, best ewes to 19s 6d, good (485, 1329, 640, 1421)
kemp-text: Consignments of Dairy, Farm, and Orchard Produce Solicited. (966, 1424, 1092, 1443)
farmers-seeds: GRASS, CLOVER, TURNIP AND ALL FARM SEEDS. (820, 1315, 940, 1334)
nz-head: NEW ZEALAND. (48, 151, 120, 160)
nolan-text: Poultry.—We had a large entry of poultry last Saturday. All lines were keenly sought after, especially cockerels and fat hens. We quote: Hens 3s 6d to 4s 3d, pullets 3s 9d to 4s 6d, cockerels 1s 11d to 3s 3d, white Plymouth Rock hens 3s 10d to 3s 1d, roosters 1s to 2s 5d, ducks 2s 6d to 3s 6d. In the mart a large collection of trees and roses, as well as the usual list of furniture, were disposed of at satisfactory prices. Fruit.—The market has been quiet during the week, apples especially being in want. Prices were as follows:—Apples, dessert, 7s to 8s, cooking 4s to 6s 6d, oranges (repacked) 11s 6d to 12s 6d, bananas 12s 6d to 13s, lemons 8s 6d to 9s. (485, 613, 640, 746)
farm-acres: 102 (958, 1144, 984, 1163)
ayers-tail: It will arouse the digestive glands to more activity, will purify your blood, help you to refreshing sleep, and give renewed force, tone, and strength to your system in general. Ayer's Sarsaparilla has benefited many thousands of tired and discouraged people and will surely benefit you. (168, 1319, 309, 1405)
sa-team-head: SOUTH AFRICAN TEAM. (346, 831, 454, 841)
kemp-address: BROADWAY — STRATFORD. (968, 1412, 1090, 1422)
political-byline: (By Telegraph.—Own Correspondent). Wellington, Thursday. (663, 138, 787, 168)
halting-head: A HALTING EXPLANATION. (665, 695, 785, 705)
ayers-alcohol: As now made, Ayer's Sarsaparilla contains no alcohol. (180, 1407, 297, 1438)
drug-text: Will receive immediate and best attention from (969, 1014, 1089, 1033)
bad-cold-text: Never allow a cold to run its course. Too often its course is towards pneumonia. The first action when you have a cold should be to relieve the lungs. This is best accomplished by the free use of Chamberlain's Cough Remedy. This medicine liquefies the tough mucus and opens the secretions. A complete cure soon follows. Sold by all chemists and storekeepers. (323, 1291, 477, 1375)
farm-text: ACRES. Good Farm. Nearly all ploughable and open for plough. House, 5 rooms. Good cowshed. Close to school, store, factory, railway, etc. Term, 5 years. Rent, 40/- per acre. (958, 1201, 1100, 1256)
coming-event: October 1—Epsom Handicap. (14, 325, 121, 335)
ayers-prepared: Prepared by Dr. J. C. Ayer & Co., Lowell, Mass., U.S.A. (177, 1477, 300, 1494)
edwards-town: STRATFORD. (1000, 1074, 1058, 1084)
amalgamation-text: Mr. Ell's proposal that the amalgamation of one district with another shall be determined by a poll of those interested instead of by petition to the Government, will be included in the Local Government Bill and the Municipal Corporations Amendment Bill, the last-named of which, at least, is expected to be passed this session. Mr. Ell has received many letters commending the proposal. (648, 871, 802, 955)
wanted-text: WANTED, House Property in part payment for 280 Acres, South Taranaki.—A. Grant, Land Agent, Hawera. (958, 1532, 1100, 1569)
kauri-head: KAURI GUM VALUES. (678, 958, 772, 968)
farm-acres: 193 (958, 1258, 984, 1277)
burgess-inspection: Inspection cordially invited. (977, 831, 1081, 841)
